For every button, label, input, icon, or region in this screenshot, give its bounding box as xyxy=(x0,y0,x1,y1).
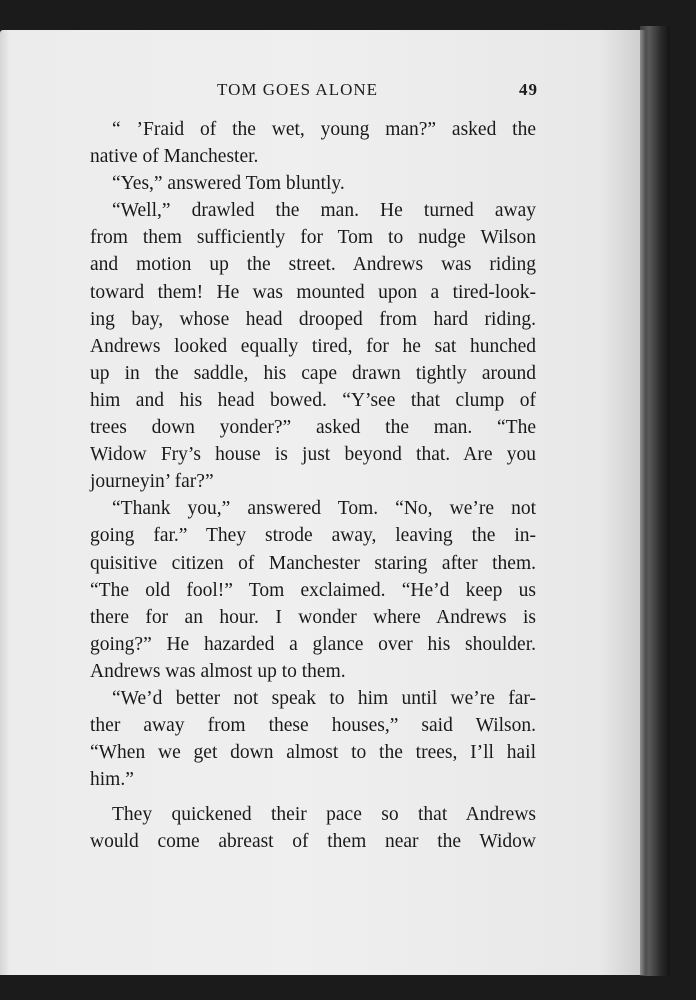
text-line: toward them! He was mounted upon a tired-look- xyxy=(90,281,536,303)
text-line: journeyin’ far?” xyxy=(90,471,214,493)
text-line: “When we get down almost to the trees, I’ll hail xyxy=(90,742,536,764)
text-line: would come abreast of them near the Widow xyxy=(90,831,536,853)
text-line: from them sufficiently for Tom to nudge Wilson xyxy=(90,227,536,249)
text-line: up in the saddle, his cape drawn tightly around xyxy=(90,362,536,384)
text-line: native of Manchester. xyxy=(90,146,259,168)
text-line: “Yes,” answered Tom bluntly. xyxy=(112,173,345,195)
text-line: ing bay, whose head drooped from hard riding. xyxy=(90,308,536,330)
text-line: quisitive citizen of Manchester staring after them. xyxy=(90,552,536,574)
chapter-title: TOM GOES ALONE xyxy=(217,80,379,99)
body-text xyxy=(90,116,536,856)
page-number: 49 xyxy=(519,80,538,99)
text-line: and motion up the street. Andrews was riding xyxy=(90,254,536,276)
text-line: “We’d better not speak to him until we’re far- xyxy=(112,687,536,709)
text-line: him and his head bowed. “Y’see that clump of xyxy=(90,389,536,411)
text-line: “Well,” drawled the man. He turned away xyxy=(112,200,536,222)
text-line: They quickened their pace so that Andrews xyxy=(112,804,536,826)
text-line: “ ’Fraid of the wet, young man?” asked the xyxy=(112,119,536,140)
text-line: him.” xyxy=(90,769,134,791)
text-line: Widow Fry’s house is just beyond that. Are you xyxy=(90,444,536,466)
text-line: Andrews was almost up to them. xyxy=(90,660,346,682)
text-line: “The old fool!” Tom exclaimed. “He’d keep us xyxy=(90,579,536,601)
text-line: going far.” They strode away, leaving the in- xyxy=(90,525,536,547)
text-line: Andrews looked equally tired, for he sat hunched xyxy=(90,335,536,357)
text-line: going?” He hazarded a glance over his shoulder. xyxy=(90,633,536,655)
text-line: “Thank you,” answered Tom. “No, we’re not xyxy=(112,498,536,520)
text-line: trees down yonder?” asked the man. “The xyxy=(90,417,536,439)
text-line: there for an hour. I wonder where Andrews is xyxy=(90,606,536,628)
text-line: ther away from these houses,” said Wilson. xyxy=(90,715,536,737)
